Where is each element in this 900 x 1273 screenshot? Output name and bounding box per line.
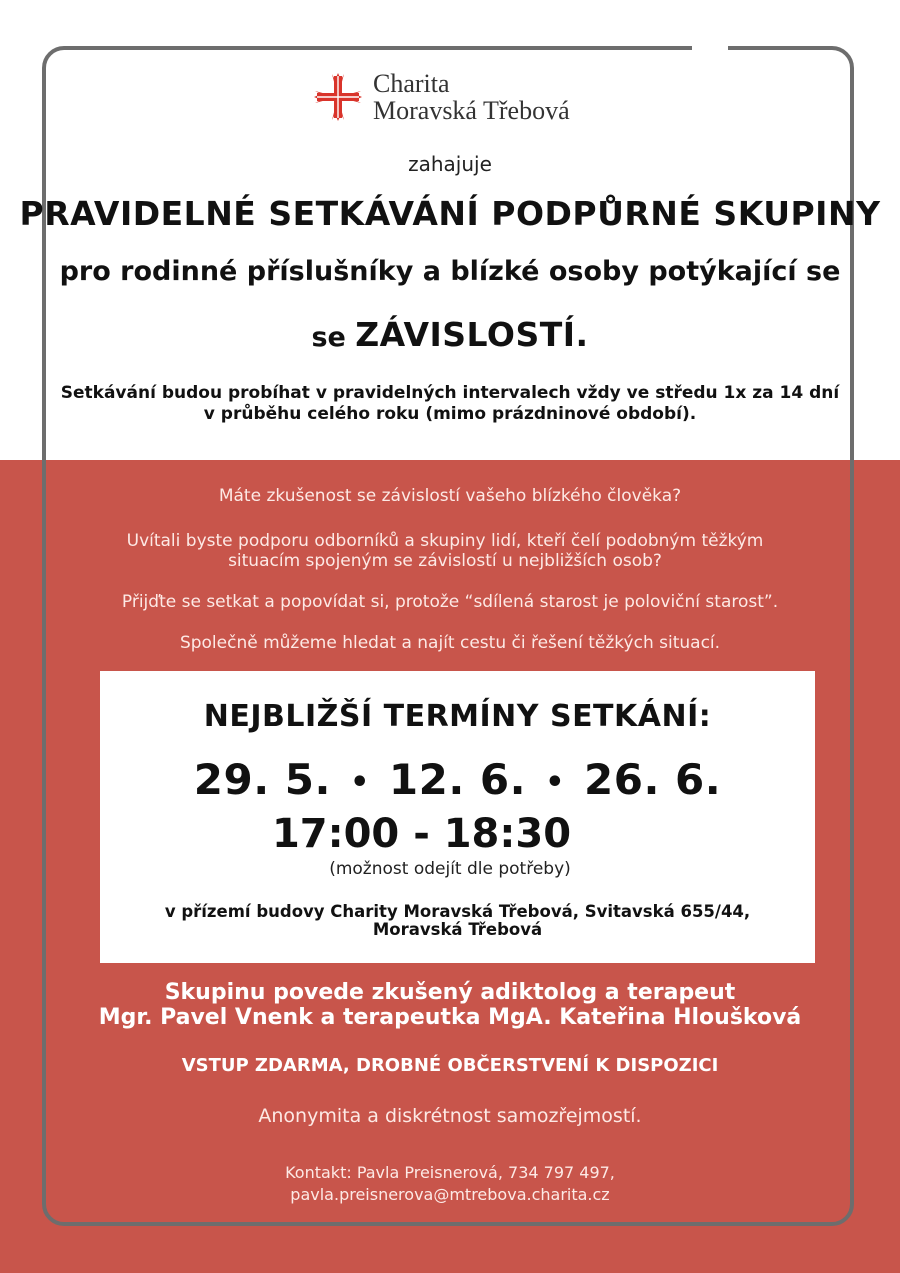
schedule-line-1: Setkávání budou probíhat v pravidelných intervalech vždy ve středu 1x za 14 dní	[60, 383, 840, 403]
date-item: 29. 5.	[193, 755, 331, 804]
together-text: Společně můžeme hledat a najít cestu či řešení těžkých situací.	[179, 633, 721, 653]
question-1: Máte zkušenost se závislostí vašeho blízkého člověka?	[218, 486, 682, 506]
dates-title: NEJBLIŽŠÍ TERMÍNY SETKÁNÍ:	[203, 699, 712, 734]
bullet-separator: •	[350, 765, 370, 800]
date-item: 12. 6.	[388, 755, 527, 804]
contact-line-1: Kontakt: Pavla Preisnerová, 734 797 497,	[285, 1163, 615, 1182]
meeting-place: v přízemí budovy Charity Moravská Třebová, Svitavská 655/44, Moravská Třebová	[164, 902, 751, 939]
charita-logo	[313, 70, 570, 124]
dates-list	[100, 755, 815, 804]
leader-line-1: Skupinu povede zkušený adiktolog a terapeut	[164, 980, 736, 1005]
invitation-text: Přijďte se setkat a popovídat si, protože “sdílená starost je poloviční starost”.	[121, 592, 779, 612]
logo-line-2: Moravská Třebová	[373, 96, 570, 125]
schedule-info	[0, 383, 900, 425]
leader-line-2: Mgr. Pavel Vnenk a terapeutka MgA. Kateřina Hloušková	[98, 1005, 802, 1030]
frame-gap	[692, 40, 728, 54]
meeting-time: 17:00 - 18:30	[271, 811, 572, 857]
group-leaders	[0, 980, 900, 1030]
date-item: 26. 6.	[584, 755, 722, 804]
subtitle-suffix: .	[575, 315, 589, 354]
anonymity-note: Anonymita a diskrétnost samozřejmostí.	[258, 1105, 642, 1127]
subtitle-second-line	[0, 315, 900, 354]
free-entry: VSTUP ZDARMA, DROBNÉ OBČERSTVENÍ K DISPOZICI	[181, 1055, 719, 1076]
schedule-line-2: v průběhu celého roku (mimo prázdninové období).	[203, 404, 697, 424]
intro-text: zahajuje	[408, 152, 492, 176]
logo-line-1: Charita	[373, 69, 450, 98]
optional-note: (možnost odejít dle potřeby)	[329, 859, 571, 879]
dates-box	[100, 671, 815, 963]
question-2: Uvítali byste podporu odborníků a skupiny lidí, kteří čelí podobným těžkým situacím spojeným se závislostí u nejbližších osob?	[126, 531, 764, 571]
subtitle-prefix: se	[311, 322, 346, 353]
logo-text	[373, 70, 570, 124]
page-title: PRAVIDELNÉ SETKÁVÁNÍ PODPŮRNÉ SKUPINY	[19, 194, 881, 233]
subtitle-emphasis: ZÁVISLOSTÍ	[355, 315, 576, 354]
subtitle: pro rodinné příslušníky a blízké osoby potýkající se	[59, 256, 841, 287]
charity-cross-icon	[313, 72, 363, 122]
contact-email: pavla.preisnerova@mtrebova.charita.cz	[290, 1185, 610, 1204]
bullet-separator: •	[545, 765, 565, 800]
contact-info	[0, 1162, 900, 1206]
